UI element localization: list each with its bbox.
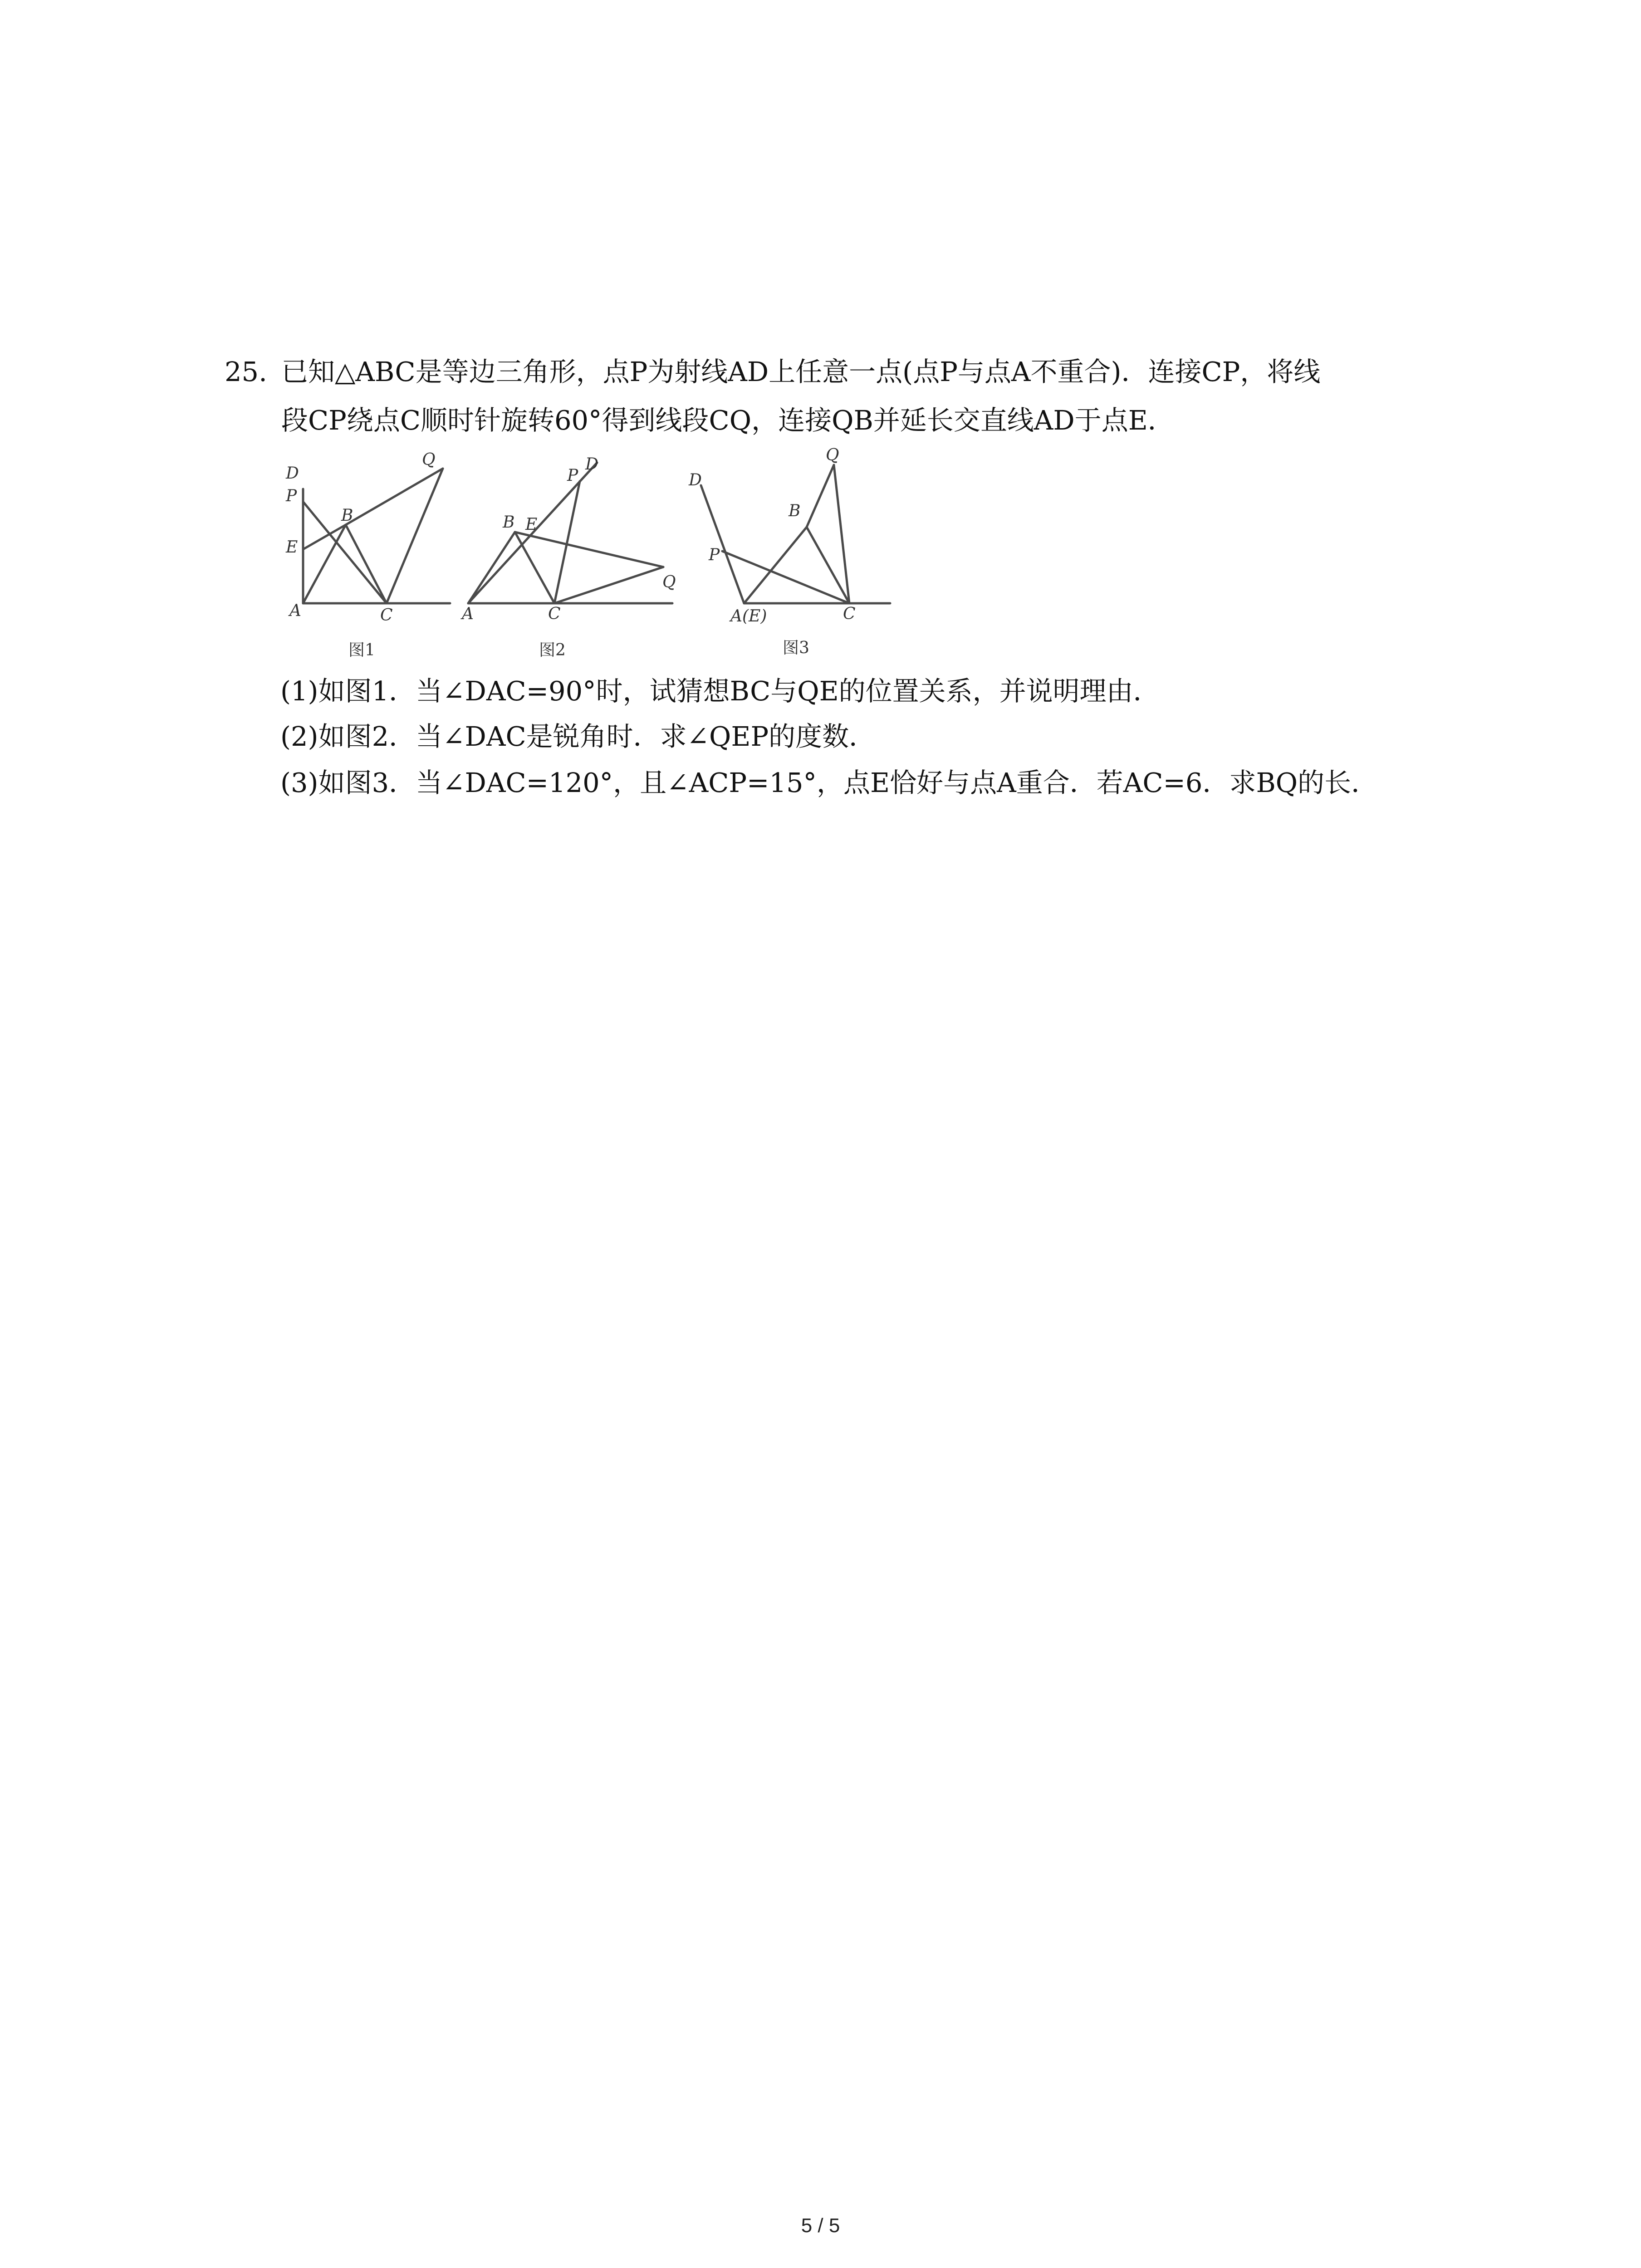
- fig3-label-q: Q: [826, 446, 839, 464]
- fig2-label-p: P: [567, 466, 578, 485]
- fig2-label-c: C: [548, 605, 561, 623]
- question-stem-line1: 已知△ABC是等边三角形，点P为射线AD上任意一点(点P与点A不重合)．连接CP，将线: [281, 356, 1321, 387]
- fig1-label-b: B: [341, 506, 353, 525]
- question-stem-line2: 段CP绕点C顺时针旋转60°得到线段CQ，连接QB并延长交直线AD于点E．: [281, 405, 1175, 436]
- fig2-label-q: Q: [662, 573, 676, 591]
- sub-question-2: (2)如图2．当∠DAC是锐角时．求∠QEP的度数．: [280, 721, 876, 752]
- fig3-label-a: A(E): [730, 607, 767, 626]
- fig2-caption: 图2: [539, 641, 566, 660]
- fig1-label-c: C: [380, 606, 393, 625]
- fig3-label-b: B: [789, 502, 801, 520]
- fig2-label-e: E: [525, 515, 538, 534]
- fig3-label-p: P: [709, 546, 720, 564]
- figure-2: [460, 455, 676, 660]
- fig1-label-d: D: [286, 464, 299, 483]
- fig1-label-e: E: [286, 538, 298, 557]
- fig2-label-b: B: [503, 513, 515, 532]
- fig1-label-a: A: [289, 601, 301, 620]
- fig2-label-d: D: [585, 455, 598, 474]
- fig2-label-a: A: [462, 605, 474, 623]
- geometry-figures: [0, 0, 1641, 680]
- figure-1: [285, 450, 450, 660]
- question-number: 25.: [225, 356, 267, 387]
- fig3-label-d: D: [689, 471, 702, 489]
- fig3-label-c: C: [843, 605, 856, 623]
- figure-3: [688, 446, 890, 657]
- fig1-caption: 图1: [348, 641, 375, 660]
- page-number: 5 / 5: [801, 2214, 840, 2237]
- fig1-label-q: Q: [422, 450, 436, 469]
- fig1-label-p: P: [286, 487, 297, 505]
- fig3-caption: 图3: [783, 639, 809, 657]
- sub-question-3: (3)如图3．当∠DAC=120°，且∠ACP=15°，点E恰好与点A重合．若AC=6．求BQ的长．: [280, 767, 1378, 798]
- sub-question-1: (1)如图1．当∠DAC=90°时，试猜想BC与QE的位置关系，并说明理由．: [280, 675, 1160, 707]
